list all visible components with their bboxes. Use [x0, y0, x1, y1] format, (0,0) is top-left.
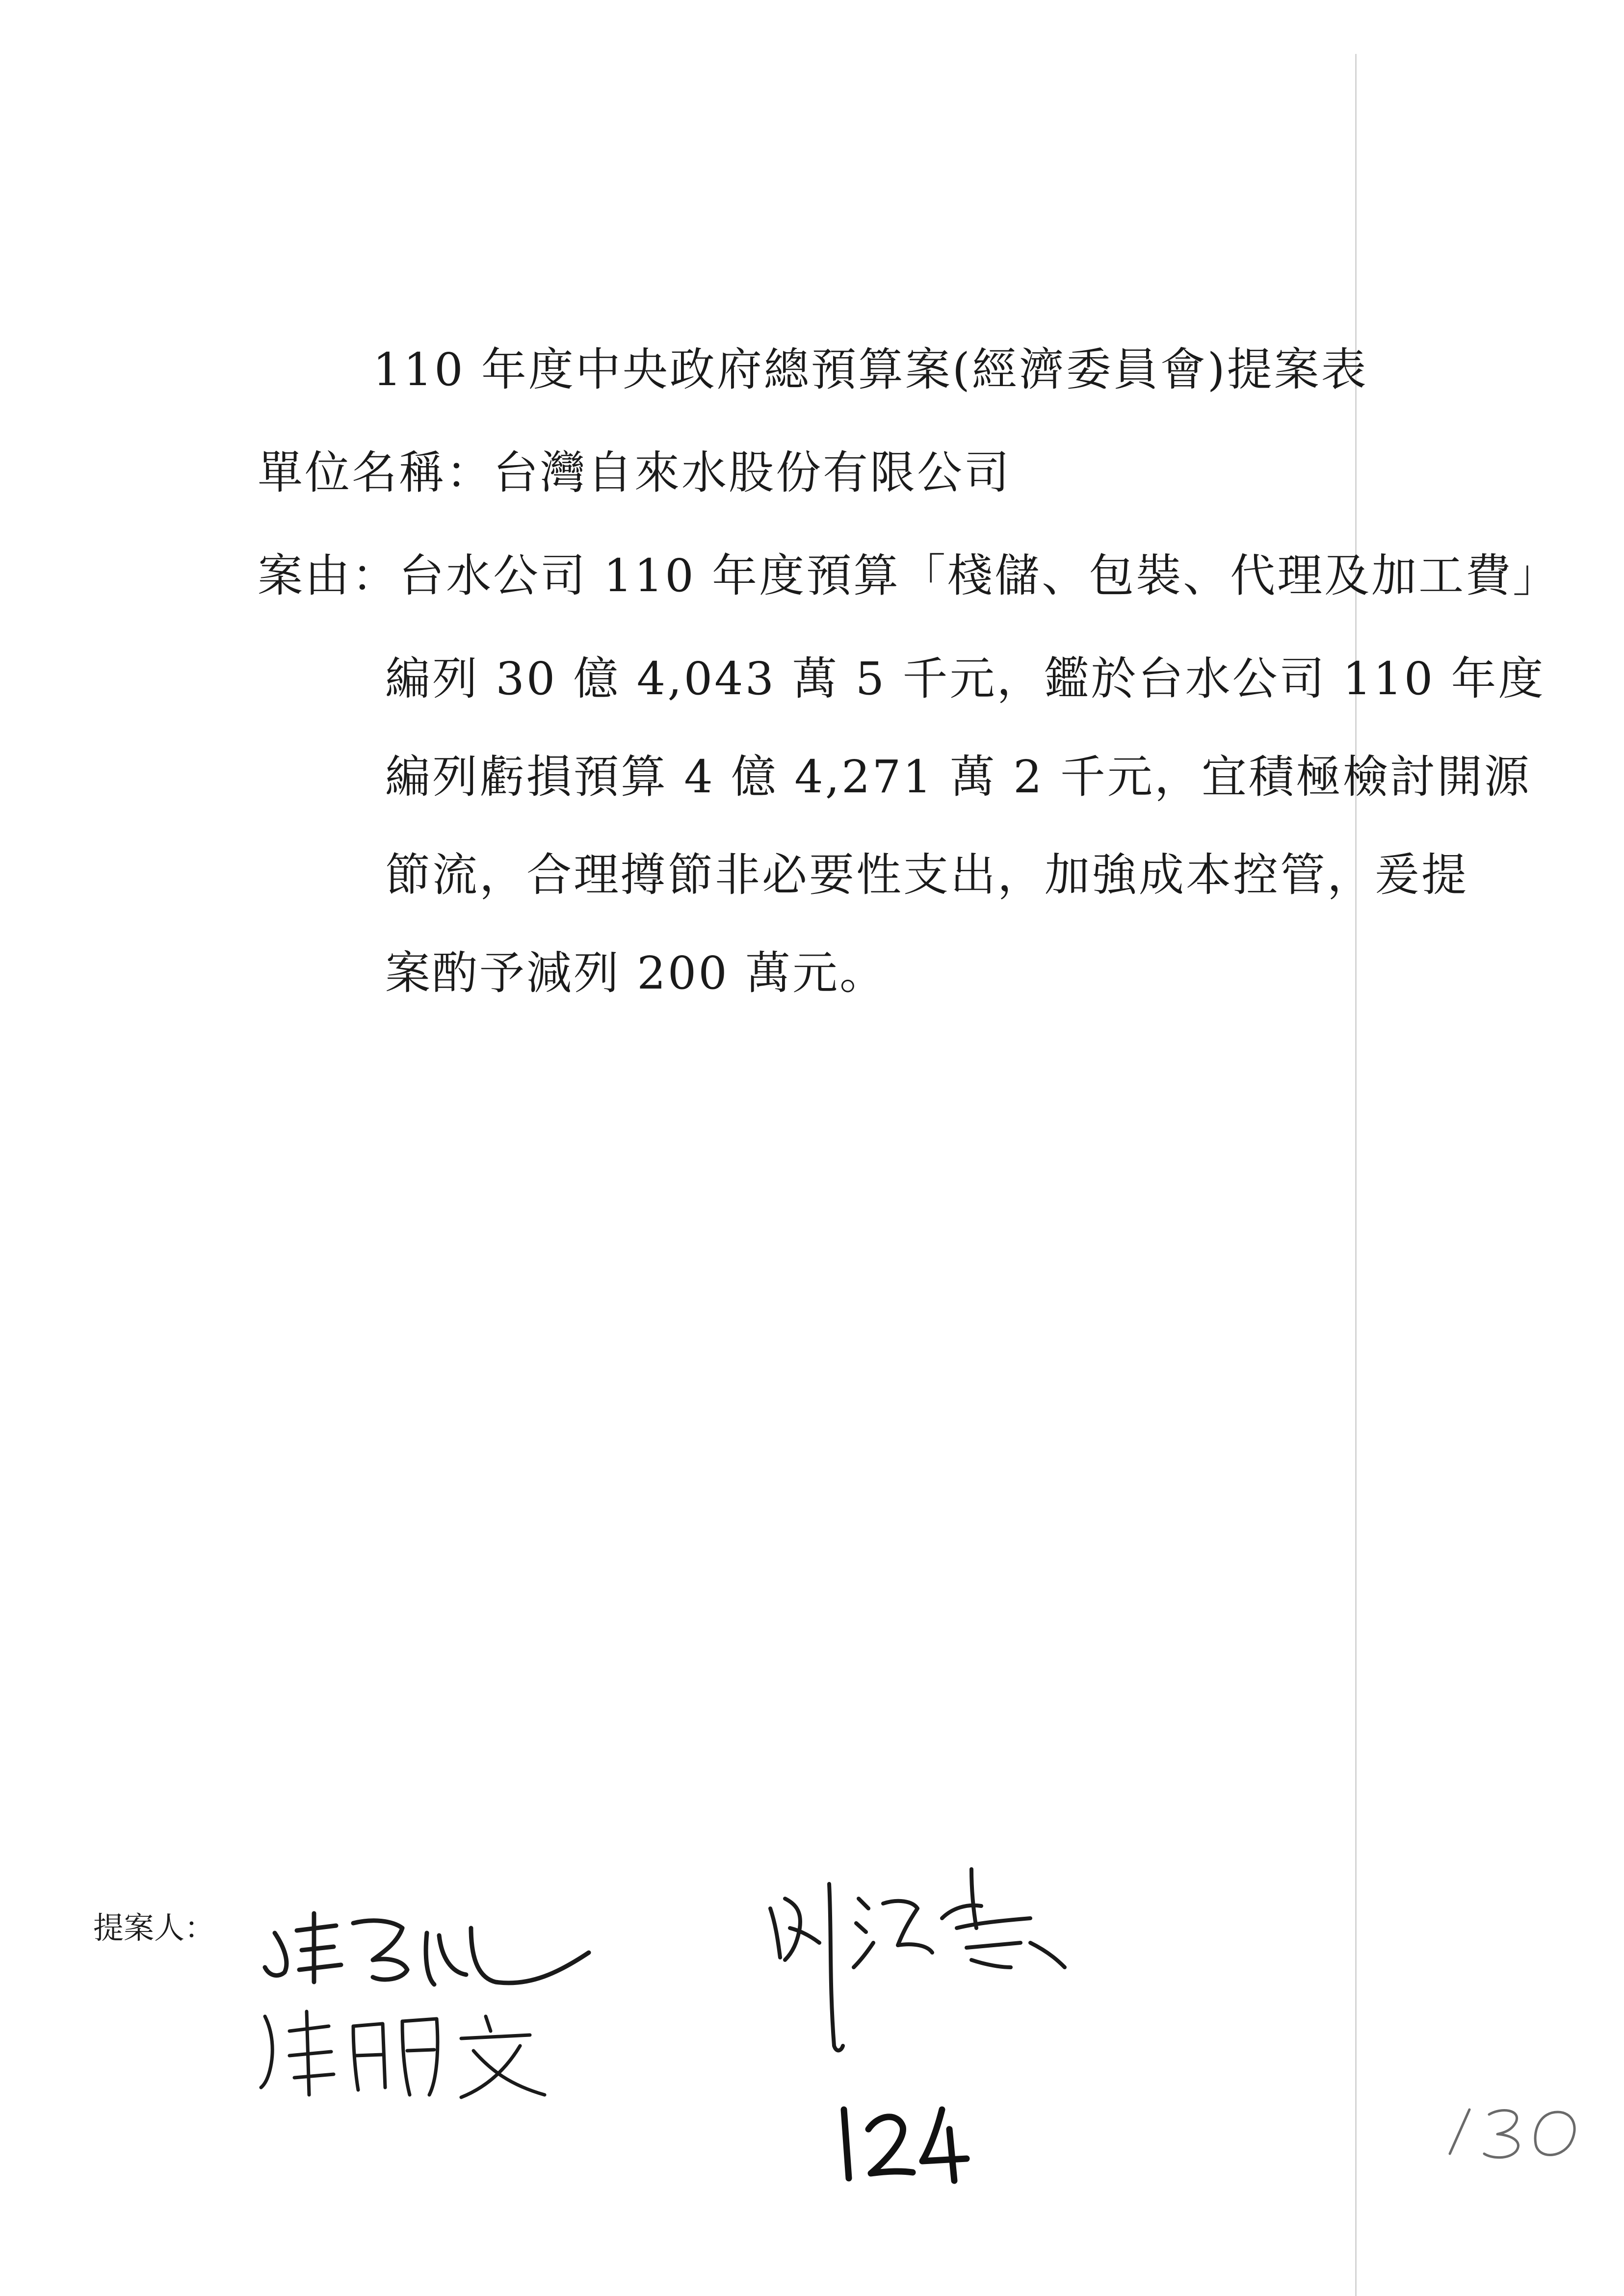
reason-line: 編列 30 億 4,043 萬 5 千元，鑑於台水公司 110 年度: [385, 652, 1545, 705]
handwritten-page-number-center: [834, 2100, 981, 2188]
document-title: 110 年度中央政府總預算案(經濟委員會)提案表: [373, 343, 1368, 396]
reason-line: 節流，合理撙節非必要性支出，加強成本控管，爰提: [385, 849, 1469, 901]
signature-signer-3: [756, 1854, 1089, 2070]
signature-signer-2: [255, 1997, 569, 2114]
reason-line: 案酌予減列 200 萬元。: [385, 947, 887, 999]
handwritten-page-number-right: [1442, 2100, 1595, 2164]
proposer-label: 提案人：: [93, 1910, 215, 1946]
signature-signer-1: [255, 1879, 608, 2007]
reason-first-line: 案由：台水公司 110 年度預算「棧儲、包裝、代理及加工費」: [258, 549, 1560, 602]
unit-name-line: 單位名稱：台灣自來水股份有限公司: [258, 446, 1012, 499]
reason-line: 編列虧損預算 4 億 4,271 萬 2 千元，宜積極檢討開源: [385, 751, 1531, 803]
